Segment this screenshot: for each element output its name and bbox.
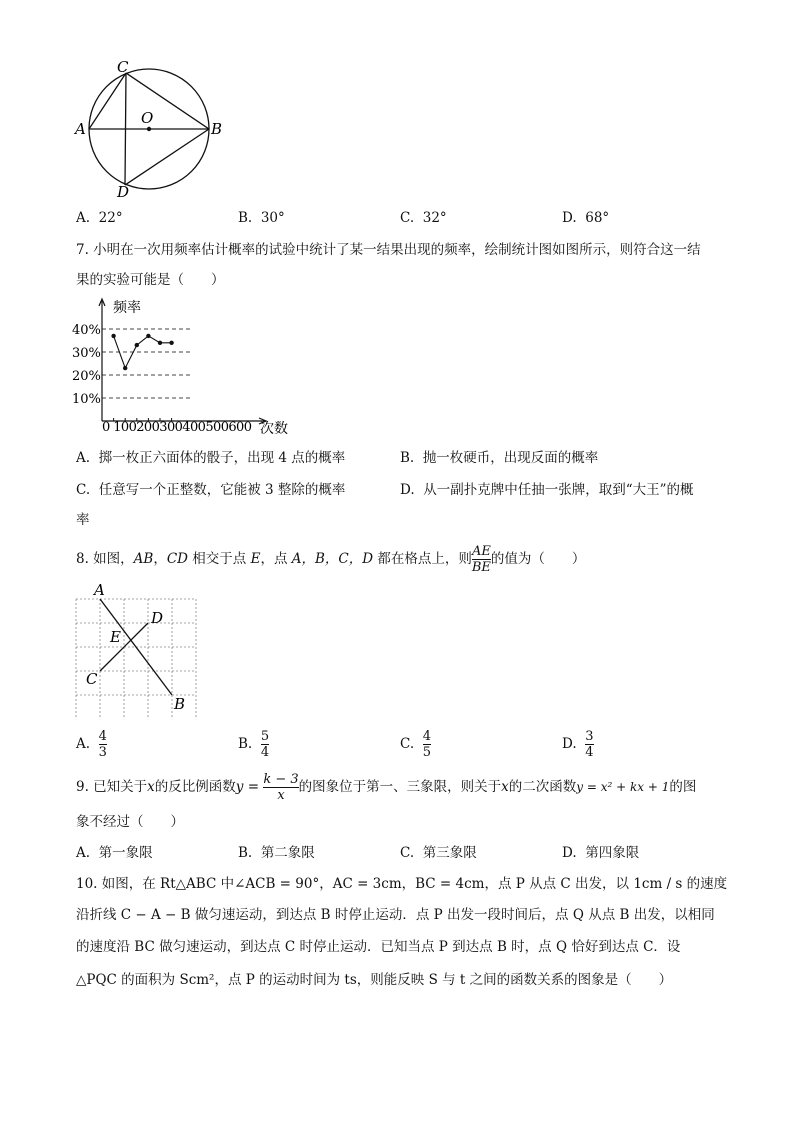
q7-option-a[interactable] (76, 448, 345, 468)
q8-point-e: E (250, 551, 261, 567)
y-tick-label: 30% (72, 346, 101, 361)
option-letter: A. (76, 450, 91, 466)
q9-option-d[interactable] (562, 843, 639, 863)
q7-stem-line2: 果的实验可能是（ ） (76, 272, 225, 288)
fraction-denominator: 3 (98, 745, 107, 760)
q8-option-b[interactable] (238, 724, 269, 764)
fraction-denominator: 4 (585, 745, 594, 760)
q9-text: 的二次函数 (508, 779, 577, 795)
q8-seg-ab: AB (133, 551, 154, 567)
fraction-numerator: AE (471, 544, 491, 559)
data-point (146, 334, 150, 338)
fraction-numerator: k − 3 (263, 772, 299, 787)
series-line (114, 336, 172, 368)
q9-y-equals: y = (235, 779, 260, 795)
q8-option-c[interactable] (400, 724, 431, 764)
option-letter: A. (76, 210, 91, 226)
q9-stem-line1 (76, 772, 696, 803)
option-letter: B. (238, 210, 253, 226)
q8-text: ， (153, 551, 167, 567)
label-a: A (75, 120, 86, 138)
q9-fraction (263, 772, 298, 803)
option-text: 从一副扑克牌中任抽一张牌，取到“大王”的概 (423, 482, 694, 498)
option-letter: C. (400, 210, 415, 226)
data-point (111, 334, 115, 338)
option-fraction (423, 729, 431, 760)
q6-option-d[interactable] (562, 208, 609, 228)
q7-option-d-continued: 率 (76, 512, 90, 528)
q6-option-b[interactable] (238, 208, 285, 228)
chord-ca (89, 73, 126, 129)
q10-stem-line3: 的速度沿 BC 做匀速运动，到达点 C 时停止运动．已知当点 P 到达点 B 时，点 Q 恰好到达点 C．设 (76, 939, 681, 955)
y-axis-label: 频率 (113, 300, 141, 316)
q10-stem-line1: 10. 如图，在 Rt△ABC 中∠ACB = 90°，AC = 3cm，BC = 4cm，点 P 从点 C 出发，以 1cm / s 的速度 (76, 876, 728, 892)
q9-text: 的反比例函数 (154, 779, 236, 795)
y-tick-label: 20% (72, 369, 101, 384)
fraction-denominator: 5 (422, 745, 432, 760)
option-fraction (261, 729, 269, 760)
fraction-denominator: x (277, 788, 285, 803)
q9-option-c[interactable] (400, 843, 477, 863)
q9-text: 的图象位于第一、三象限，则关于 (298, 779, 502, 795)
q8-ratio-fraction (472, 544, 491, 575)
option-letter: D. (400, 482, 415, 498)
q9-var-x: x (147, 779, 155, 795)
q9-option-a[interactable] (76, 843, 153, 863)
option-text: 22° (98, 210, 123, 226)
q9-text: 的图 (669, 779, 697, 795)
fraction-numerator: 5 (260, 729, 270, 744)
q8-seg-cd: CD (166, 551, 188, 567)
option-text: 第四象限 (585, 845, 640, 861)
option-letter: D. (562, 736, 577, 752)
option-text: 30° (260, 210, 285, 226)
q8-text: 的值为（ ） (490, 551, 586, 567)
option-text: 第一象限 (98, 845, 153, 861)
option-letter: D. (562, 845, 577, 861)
q9-var-x: x (501, 779, 509, 795)
option-text: 第三象限 (422, 845, 477, 861)
q7-option-b[interactable] (400, 448, 598, 468)
q8-stem (76, 544, 585, 575)
label-a: A (94, 581, 105, 599)
option-text: 任意写一个正整数，它能被 3 整除的概率 (98, 482, 346, 498)
option-letter: B. (238, 845, 253, 861)
y-tick-label: 10% (72, 392, 101, 407)
q9-quadratic: y = x² + kx + 1 (576, 780, 670, 794)
center-dot (147, 127, 151, 131)
q8-text: 都在格点上，则 (373, 551, 472, 567)
label-o: O (141, 109, 154, 127)
option-letter: C. (76, 482, 91, 498)
chord-cd (125, 73, 126, 185)
option-letter: A. (76, 845, 91, 861)
q8-option-a[interactable] (76, 724, 107, 764)
label-d: D (117, 183, 130, 200)
q8-text: ，点 (260, 551, 292, 567)
data-point (158, 341, 162, 345)
frequency-line-chart (70, 293, 310, 441)
label-e: E (110, 628, 121, 646)
q10-stem-line4: △PQC 的面积为 Scm²，点 P 的运动时间为 ts，则能反映 S 与 t 之间的函数关系的图象是（ ） (76, 972, 673, 988)
q7-stem-line1: 7. 小明在一次用频率估计概率的试验中统计了某一结果出现的频率，绘制统计图如图所示，则符合这一结 (76, 242, 701, 258)
q9-option-b[interactable] (238, 843, 315, 863)
q10-stem-line2: 沿折线 C − A − B 做匀速运动，到达点 B 时停止运动．点 P 出发一段时间后，点 Q 从点 B 出发，以相同 (76, 907, 715, 923)
option-letter: B. (238, 736, 253, 752)
q6-option-c[interactable] (400, 208, 447, 228)
option-letter: D. (562, 210, 577, 226)
q7-option-c[interactable] (76, 480, 345, 500)
fraction-numerator: 4 (422, 729, 432, 744)
q8-points: A，B，C，D (291, 551, 374, 567)
data-point (135, 343, 139, 347)
label-d: D (151, 609, 164, 627)
q8-option-d[interactable] (562, 724, 594, 764)
label-c: C (117, 58, 129, 76)
q8-grid-figure (70, 578, 205, 718)
option-text: 掷一枚正六面体的骰子，出现 4 点的概率 (98, 450, 346, 466)
chord-bd (125, 129, 209, 185)
x-tick-labels: 0 100200300400500600 (102, 420, 252, 435)
fraction-denominator: BE (471, 560, 491, 575)
q8-text: 相交于点 (188, 551, 251, 567)
option-letter: B. (400, 450, 415, 466)
q9-stem-line2: 象不经过（ ） (76, 814, 184, 830)
option-text: 抛一枚硬币，出现反面的概率 (422, 450, 599, 466)
q6-option-a[interactable] (76, 208, 123, 228)
y-tick-label: 40% (72, 323, 101, 338)
option-fraction (585, 729, 593, 760)
x-axis-label: 次数 (260, 421, 288, 437)
q6-circle-figure (70, 55, 230, 200)
data-point (169, 341, 173, 345)
fraction-numerator: 3 (585, 729, 594, 744)
option-text: 68° (585, 210, 610, 226)
fraction-numerator: 4 (98, 729, 107, 744)
option-fraction (99, 729, 107, 760)
option-text: 第二象限 (260, 845, 315, 861)
chord-cb (126, 73, 209, 129)
q9-text: 9. 已知关于 (76, 779, 148, 795)
option-letter: A. (76, 736, 91, 752)
label-b: B (174, 695, 186, 713)
label-b: B (211, 120, 223, 138)
fraction-denominator: 4 (260, 745, 270, 760)
q8-text: 8. 如图， (76, 551, 134, 567)
data-point (123, 366, 127, 370)
option-text: 32° (422, 210, 447, 226)
option-letter: C. (400, 845, 415, 861)
label-c: C (86, 670, 98, 688)
option-letter: C. (400, 736, 415, 752)
q7-option-d[interactable] (400, 480, 694, 500)
